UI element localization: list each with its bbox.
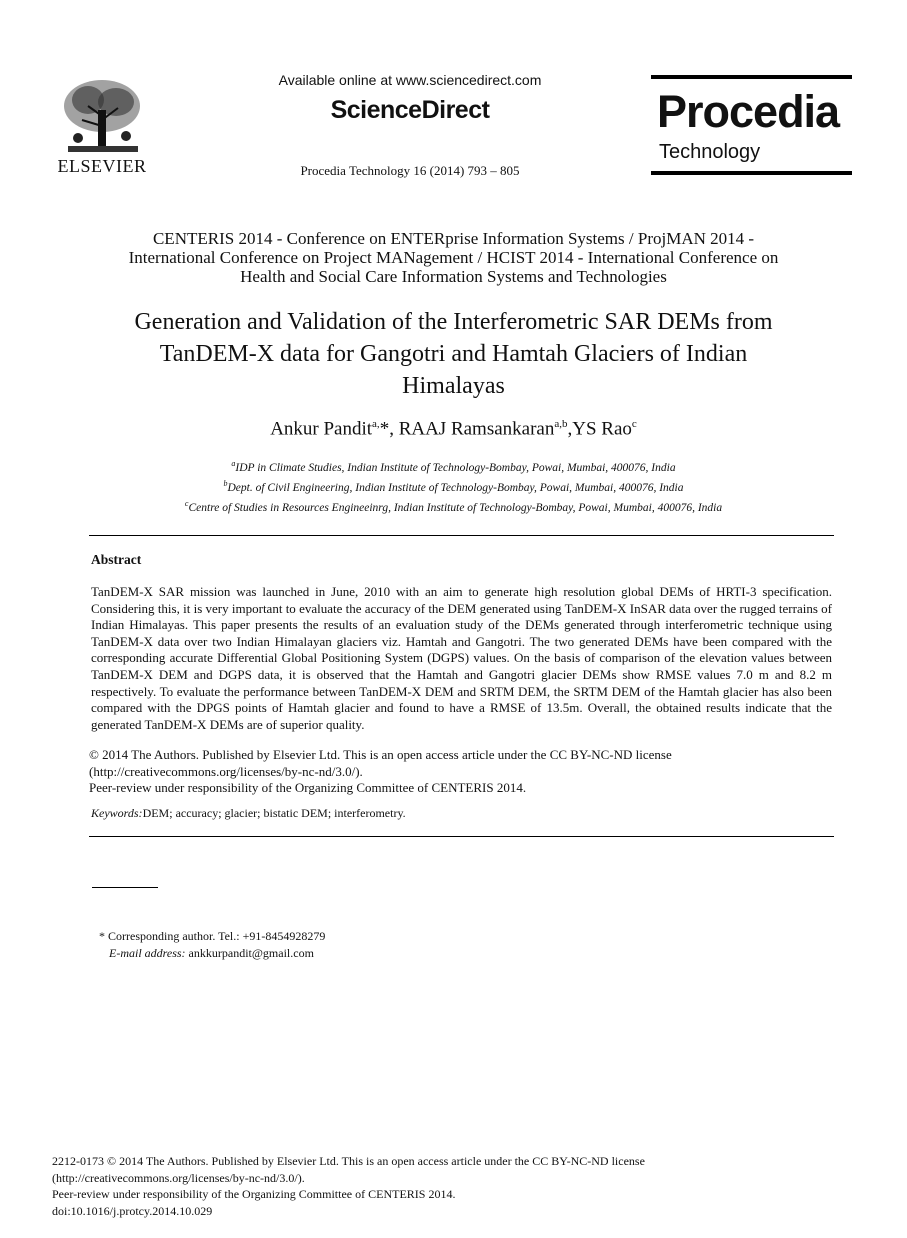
corresponding-author: * Corresponding author. Tel.: +91-8454928279: [99, 929, 326, 943]
footer-line: Peer-review under responsibility of the Organizing Committee of CENTERIS 2014.: [52, 1187, 456, 1201]
keywords: [91, 806, 406, 821]
doi[interactable]: doi:10.1016/j.protcy.2014.10.029: [52, 1203, 213, 1218]
conference-name: [70, 229, 837, 286]
title-line: TanDEM-X data for Gangotri and Hamtah Glaciers of Indian: [159, 341, 748, 367]
divider: [89, 836, 834, 837]
conference-line: Health and Social Care Information Systems and Technologies: [240, 267, 667, 286]
footnote: [99, 928, 325, 961]
affiliation-text: IDP in Climate Studies, Indian Institute of Technology-Bombay, Powai, Mumbai, 400076, India: [235, 461, 676, 474]
paper-title: [80, 306, 827, 402]
author-list: [100, 418, 807, 440]
page-footer: [52, 1153, 852, 1219]
conference-line: International Conference on Project MANagement / HCIST 2014 - International Conference on: [128, 248, 779, 267]
affiliation-item: [100, 476, 807, 496]
elsevier-tree-icon: [58, 76, 146, 158]
author-affiliation-mark: a,: [372, 418, 380, 430]
conference-line: CENTERIS 2014 - Conference on ENTERprise Information Systems / ProjMAN 2014 -: [152, 229, 755, 248]
affiliation-item: [100, 456, 807, 476]
abstract-heading: Abstract: [91, 552, 142, 567]
affiliation-text: Centre of Studies in Resources Engineeinrg, Indian Institute of Technology-Bombay, Powai, Mumbai, 400076, India: [188, 501, 723, 514]
keywords-text: DEM; accuracy; glacier; bistatic DEM; interferometry.: [142, 806, 406, 820]
email-line: [99, 945, 325, 962]
abstract-body: TanDEM-X SAR mission was launched in June, 2010 with an aim to generate high resolution global DEMs of HRTI-3 specification. Considering this, it is very important to evaluate the accuracy of the DEM generated using TanDEM-X InSAR data over the rugged terrains of Indian Himalayas. This paper presents the results of an evaluation study of the DEMs generated through interferometric technique using TanDEM-X data over two Indian Himalayan glaciers viz. Hamtah and Gangotri. The two generated DEMs have been compared with the corresponding accurate Differential Global Positioning System (DGPS) values. On the basis of comparison of the elevation values between TanDEM-X DEM and DGPS data, it is observed that the Hamtah and Gangotri glacier DEMs show RMSE values 7.0 m and 8.2 m respectively. To evaluate the performance between TanDEM-X DEM and SRTM DEM, the SRTM DEM of the Hamtah glacier has also been compared with the DPGS points of Hamtah glacier and found to have a RMSE of 13.5m. Overall, the obtained results indicate that the generated TanDEM-X DEMs are of superior quality.: [91, 584, 832, 732]
elsevier-logo: [52, 76, 152, 176]
keywords-label: Keywords:: [91, 806, 143, 820]
footer-license-link[interactable]: (http://creativecommons.org/licenses/by-nc-nd/3.0/).: [52, 1170, 305, 1185]
journal-reference: Procedia Technology 16 (2014) 793 – 805: [300, 163, 520, 178]
author-affiliation-mark: c: [631, 418, 637, 430]
affiliation-mark: c: [184, 498, 189, 508]
procedia-wordmark: Procedia: [657, 86, 840, 137]
footnote-divider: [92, 887, 158, 888]
procedia-subtitle: Technology: [659, 141, 761, 163]
sciencedirect-logo: ScienceDirect: [330, 96, 490, 124]
email-address[interactable]: ankkurpandit@gmail.com: [185, 945, 314, 960]
divider: [89, 535, 834, 536]
author-name: RAAJ Ramsankaran: [398, 418, 555, 440]
corresponding-mark: *: [379, 418, 390, 440]
affiliation-item: [100, 496, 807, 516]
elsevier-wordmark: ELSEVIER: [57, 156, 147, 176]
license-line: © 2014 The Authors. Published by Elsevier Ltd. This is an open access article under the CC BY-NC-ND license: [89, 747, 672, 762]
footer-line: 2212-0173 © 2014 The Authors. Published by Elsevier Ltd. This is an open access article under the CC BY-NC-ND license: [52, 1154, 645, 1168]
author-affiliation-mark: a,b: [554, 418, 568, 430]
license-link[interactable]: (http://creativecommons.org/licenses/by-nc-nd/3.0/).: [89, 763, 363, 779]
title-line: Generation and Validation of the Interferometric SAR DEMs from: [134, 309, 773, 335]
affiliation-list: [100, 456, 807, 515]
author-name: YS Rao: [572, 418, 632, 440]
email-label: E-mail address:: [109, 945, 186, 960]
affiliation-mark: b: [223, 478, 228, 488]
author-separator: ,: [389, 418, 399, 440]
author-separator: ,: [567, 418, 573, 440]
title-line: Himalayas: [402, 373, 505, 399]
peer-review-line: Peer-review under responsibility of the Organizing Committee of CENTERIS 2014.: [89, 780, 527, 795]
author-name: Ankur Pandit: [270, 418, 373, 440]
affiliation-mark: a: [231, 459, 236, 468]
license-notice: [89, 747, 830, 797]
procedia-logo: [651, 75, 852, 175]
affiliation-text: Dept. of Civil Engineering, Indian Institute of Technology-Bombay, Powai, Mumbai, 400076, India: [227, 481, 684, 494]
available-online-text: Available online at www.sciencedirect.com: [278, 72, 542, 88]
